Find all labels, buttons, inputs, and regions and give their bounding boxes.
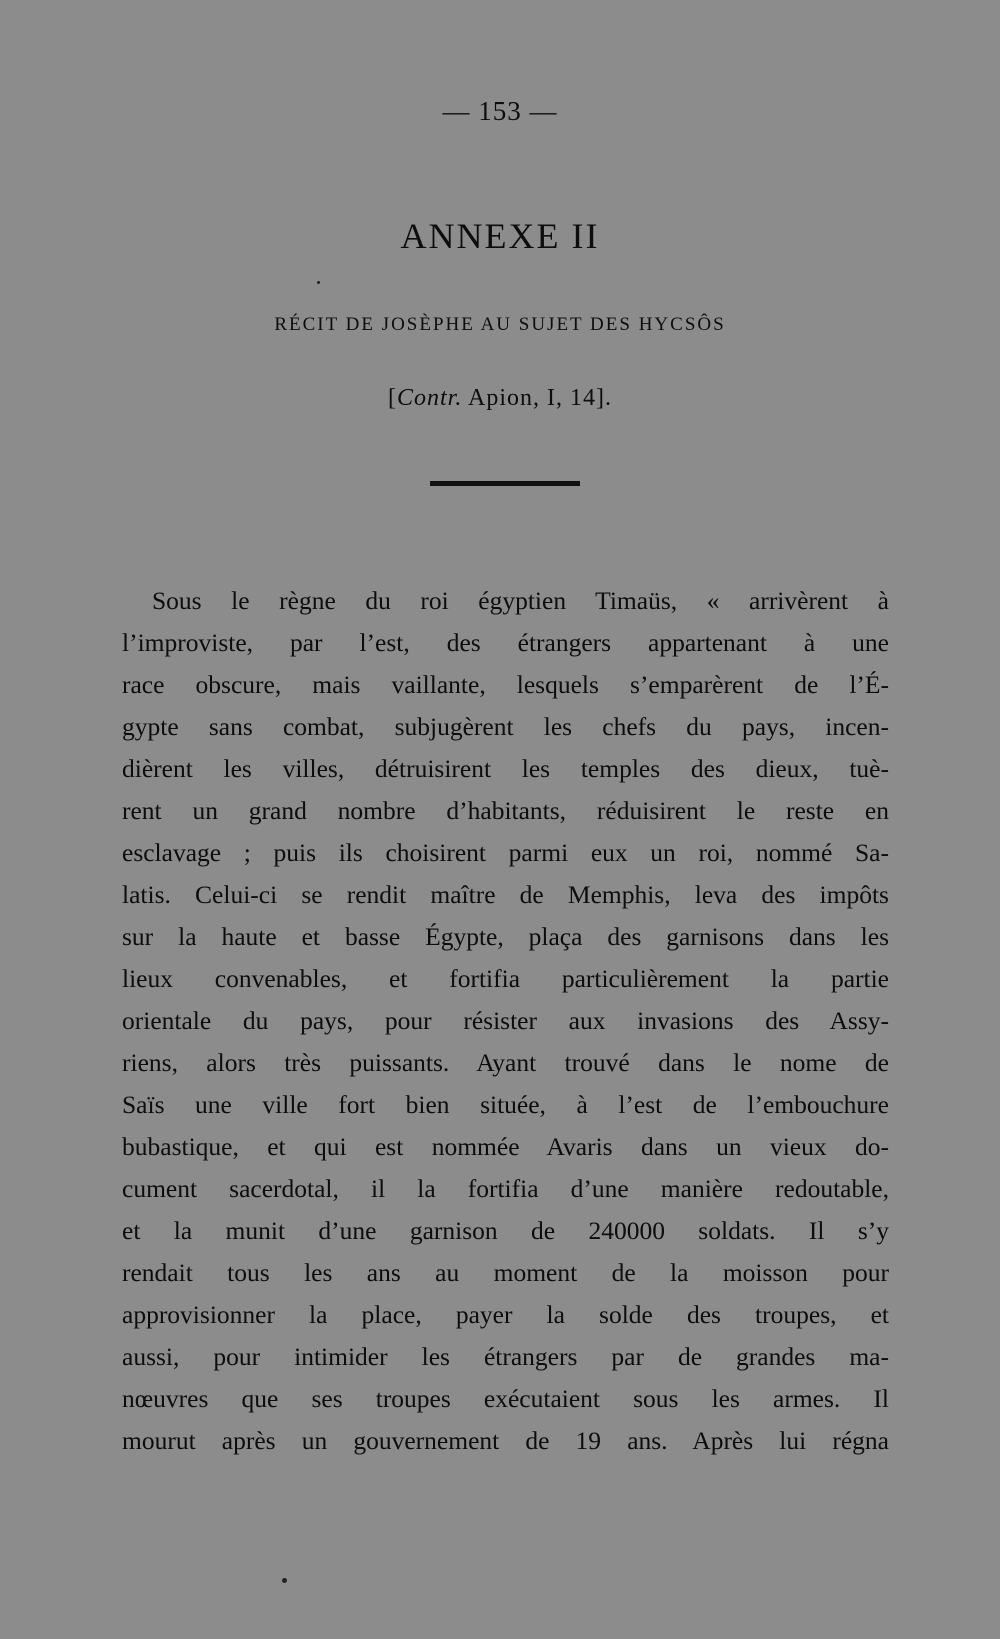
text-line: sur la haute et basse Égypte, plaça des garnisons dans les xyxy=(122,922,889,951)
citation-open-bracket: [ xyxy=(387,385,397,411)
text-line: race obscure, mais vaillante, lesquels s’emparèrent de l’É- xyxy=(122,670,889,699)
text-line: rendait tous les ans au moment de la moisson pour xyxy=(122,1258,889,1287)
text-line: Saïs une ville fort bien située, à l’est de l’embouchure xyxy=(122,1090,889,1119)
text-line: approvisionner la place, payer la solde des troupes, et xyxy=(122,1300,889,1329)
citation-reference: Apion, I, 14]. xyxy=(462,385,613,411)
annex-subtitle: RÉCIT DE JOSÈPHE AU SUJET DES HYCSÔS xyxy=(274,314,726,335)
text-line: riens, alors très puissants. Ayant trouvé dans le nome de xyxy=(122,1048,889,1077)
body-paragraph xyxy=(122,580,889,1462)
text-line: mourut après un gouvernement de 19 ans. Après lui régna xyxy=(122,1426,889,1455)
annex-title: ANNEXE II xyxy=(400,216,600,256)
text-line: lieux convenables, et fortifia particulièrement la partie xyxy=(122,964,889,993)
text-line: bubastique, et qui est nommée Avaris dans un vieux do- xyxy=(122,1132,889,1161)
text-line: rent un grand nombre d’habitants, réduisirent le reste en xyxy=(122,796,889,825)
text-line: l’improviste, par l’est, des étrangers appartenant à une xyxy=(122,628,889,657)
text-line: gypte sans combat, subjugèrent les chefs du pays, incen- xyxy=(122,712,889,741)
text-line: dièrent les villes, détruisirent les temples des dieux, tuè- xyxy=(122,754,889,783)
ink-speck xyxy=(317,281,320,284)
text-line: et la munit d’une garnison de 240000 soldats. Il s’y xyxy=(122,1216,889,1245)
text-line: nœuvres que ses troupes exécutaient sous les armes. Il xyxy=(122,1384,889,1413)
source-citation xyxy=(0,385,1000,412)
page-number: — 153 — xyxy=(442,96,558,126)
citation-work: Contr. xyxy=(396,385,463,411)
text-line: cument sacerdotal, il la fortifia d’une manière redoutable, xyxy=(122,1174,889,1203)
section-divider xyxy=(430,481,580,486)
text-line: latis. Celui-ci se rendit maître de Memphis, leva des impôts xyxy=(122,880,889,909)
text-line: orientale du pays, pour résister aux invasions des Assy- xyxy=(122,1006,889,1035)
ink-speck xyxy=(282,1578,287,1583)
text-line: aussi, pour intimider les étrangers par de grandes ma- xyxy=(122,1342,889,1371)
text-line: esclavage ; puis ils choisirent parmi eux un roi, nommé Sa- xyxy=(122,838,889,867)
text-line: Sous le règne du roi égyptien Timaüs, « arrivèrent à xyxy=(152,586,889,615)
